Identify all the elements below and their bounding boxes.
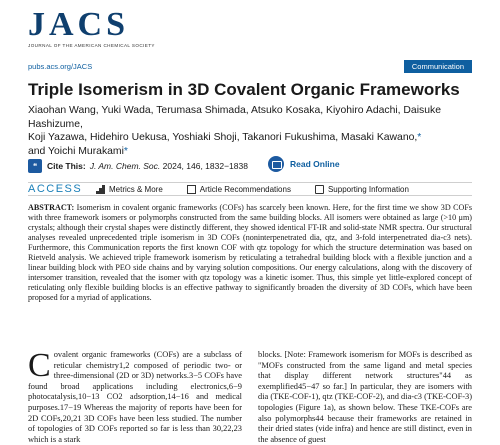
abstract [28, 203, 472, 303]
body-left-text: ovalent organic frameworks (COFs) are a subclass of reticular chemistry1,2 composed of periodic two- or three-dimensional (2D or 3D) networks.3−5 COFs have found broad applications including electronics,6−9 photocatalysis,10−13 CO2 adsorption,14−16 and medical purposes.17−19 Whereas the majority of reports have been for 2D COFs,20,21 3D COFs have been less studied. The number of topologies of 3D COFs reported so far is less than 30,22,23 which is a stark [28, 350, 242, 444]
journal-logo[interactable] [28, 8, 155, 48]
drop-cap: C [28, 347, 51, 384]
body-right-column [258, 350, 472, 445]
journal-url-link[interactable]: pubs.acs.org/JACS [28, 62, 93, 71]
author-list [28, 104, 472, 158]
authors-text-2[interactable]: Koji Yazawa, Hidehiro Uekusa, Yoshiaki Shoji, Takanori Fukushima, Masaki Kawano, [28, 132, 418, 143]
access-bar [28, 182, 472, 196]
body-clip [0, 347, 500, 444]
supporting-info-button[interactable] [315, 185, 409, 194]
metrics-button[interactable] [96, 185, 163, 194]
recommendations-label: Article Recommendations [199, 184, 291, 194]
supporting-info-icon [315, 185, 324, 194]
recommendations-button[interactable] [187, 185, 291, 194]
access-label: ACCESS [28, 183, 83, 195]
supporting-info-label: Supporting Information [327, 184, 409, 194]
read-online-button[interactable] [268, 156, 340, 172]
citation-details: 2024, 146, 1832−1838 [160, 161, 248, 171]
bar-chart-icon [96, 185, 105, 194]
document-icon [187, 185, 196, 194]
abstract-text: Isomerism in covalent organic frameworks (COFs) has scarcely been known. Here, for the first time we show 3D COFs with three framework isomers or polymorphs constructed from the same building blocks. All isomers were obtained as large (>10 μm) crystals; although their crystal shapes were distinctly different, they showed identical FT-IR and solid-state NMR spectra. Our structural analyses revealed unprecedented triple isomerism in 3D COFs (noninterpenetrated dia, qtz, and 3-fold interpenetrated dia-c3 nets). Furthermore, this Communication reports the first known COF with qtz topology for which the structure determination was based on Rietveld analysis. We achieved triple framework isomerism by reticulating a tetrahedral building block with a flexible junction and a linear building block with PEO side chains and by varying solution compositions. Our energy calculations, along with the discovery of intersomer transition, revealed that the isomer with qtz topology was a kinetic isomer. Thus, this simple yet little-explored concept of reticulating only flexible building blocks is an effective pathway to significantly broaden the diversity of 3D COFs, which have been proposed for a myriad of applications. [28, 203, 472, 303]
body-left-column [28, 347, 242, 445]
article-title: Triple Isomerism in 3D Covalent Organic Frameworks [28, 80, 460, 99]
authors-text-3[interactable]: and Yoichi Murakami [28, 145, 124, 157]
corresponding-author-mark[interactable]: * [417, 132, 422, 143]
metrics-label: Metrics & More [109, 184, 163, 194]
cite-label[interactable]: Cite This: [47, 161, 86, 171]
read-online-icon [268, 156, 284, 172]
journal-logo-text: JACS [28, 6, 130, 43]
journal-abbrev: J. Am. Chem. Soc. [89, 161, 161, 171]
abstract-label: ABSTRACT: [28, 203, 75, 212]
article-type-badge: Communication [404, 60, 472, 73]
authors-line-2 [28, 131, 472, 145]
corresponding-author-mark[interactable]: * [123, 145, 128, 157]
journal-subtitle: JOURNAL OF THE AMERICAN CHEMICAL SOCIETY [28, 43, 155, 48]
body-right-text: blocks. [Note: Framework isomerism for MOFs is described as "MOFs constructed from the same ligand and metal species that display different network structures"44 as exemplified45−47 so far.] In particular, they are isomers with dia (TKE-COF-1), qtz (TKE-COF-2), and dia-c3 (TKE-COF-3) topologies (Figure 1a), as shown below. These TKE-COFs are also polymorphs44 because their frameworks are retained in their dried states (vide infra) and hence are still distinct, even in the absence of guest [258, 350, 472, 444]
citation-bar [28, 156, 472, 176]
read-online-label: Read Online [290, 159, 340, 169]
authors-text-1[interactable]: Xiaohan Wang, Yuki Wada, Terumasa Shimada, Atsuko Kosaka, Kiyohiro Adachi, Daisuke Hashizume, [28, 105, 441, 130]
citation-reference [90, 161, 248, 171]
authors-line-1 [28, 104, 472, 131]
journal-header [0, 0, 500, 56]
quote-icon: ❝ [28, 159, 42, 173]
journal-nav [28, 60, 472, 73]
